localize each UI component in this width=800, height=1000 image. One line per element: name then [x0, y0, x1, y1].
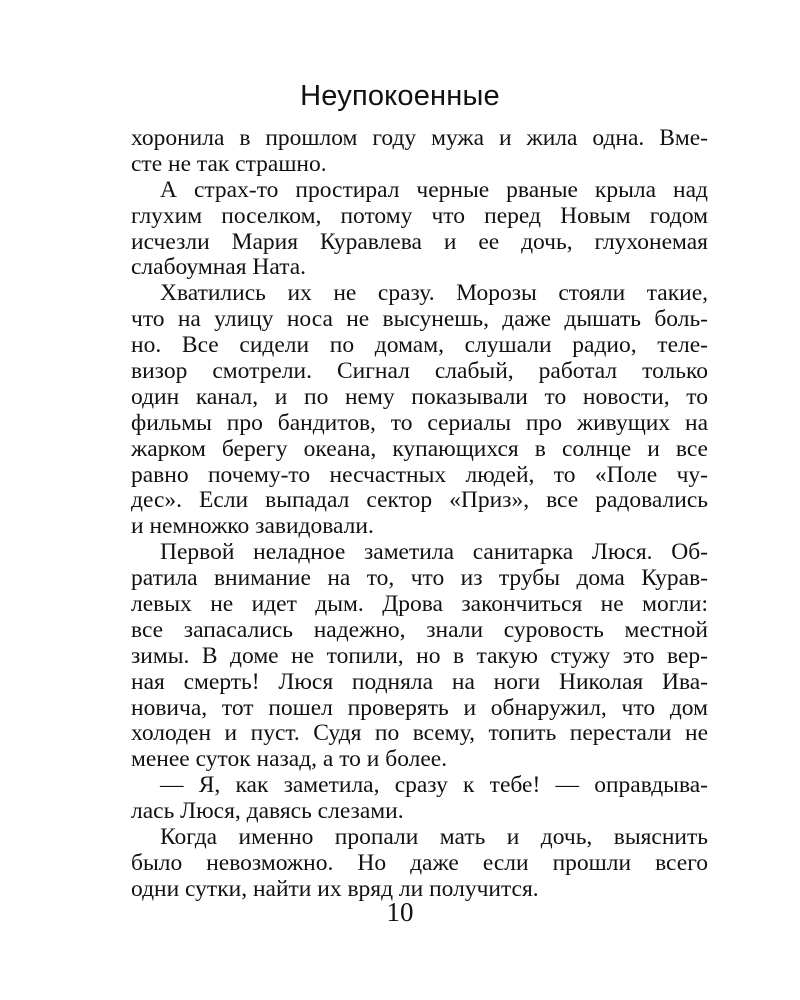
paragraph: [131, 825, 708, 903]
text-line: слабоумная Ната.: [131, 254, 307, 281]
text-line: — Я, как заметила, сразу к тебе! — оправдыва-: [160, 772, 708, 799]
text-line: но. Все сидели по домам, слушали радио, теле-: [131, 332, 708, 359]
paragraph: [131, 126, 708, 178]
text-line: исчезли Мария Куравлева и ее дочь, глухонемая: [131, 228, 708, 255]
text-line: что на улицу носа не высунешь, даже дышать боль-: [131, 306, 708, 333]
text-line: и немножко завидовали.: [131, 513, 374, 540]
text-line: сте не так страшно.: [131, 150, 327, 177]
text-line: все запасались надежно, знали суровость местной: [131, 616, 708, 643]
text-line: дес». Если выпадал сектор «Приз», все радовались: [131, 487, 708, 514]
text-line: зимы. В доме не топили, но в такую стужу это вер-: [131, 642, 708, 669]
text-line: визор смотрели. Сигнал слабый, работал только: [131, 358, 708, 385]
running-header-title: Неупокоенные: [300, 80, 500, 112]
paragraph: [131, 281, 708, 540]
text-line: было невозможно. Но даже если прошли всего: [131, 849, 708, 876]
page-number: 10: [386, 897, 414, 927]
text-line: ная смерть! Люся подняла на ноги Николая Ива-: [131, 668, 708, 695]
text-line: одни сутки, найти их вряд ли получится.: [131, 875, 539, 902]
text-line: левых не идет дым. Дрова закончиться не могли:: [131, 591, 708, 618]
text-line: глухим поселком, потому что перед Новым годом: [131, 202, 708, 229]
text-line: Когда именно пропали мать и дочь, выяснить: [160, 824, 708, 851]
text-line: лась Люся, давясь слезами.: [131, 798, 404, 825]
paragraph: [131, 540, 708, 773]
text-line: Первой неладное заметила санитарка Люся. Об-: [160, 539, 708, 566]
text-line: фильмы про бандитов, то сериалы про живущих на: [131, 409, 708, 436]
paragraph: [131, 178, 708, 282]
text-line: один канал, и по нему показывали то новости, то: [131, 383, 708, 410]
text-line: ратила внимание на то, что из трубы дома Курав-: [131, 565, 708, 592]
body-text: [131, 126, 708, 903]
text-line: новича, тот пошел проверять и обнаружил, что дом: [131, 694, 708, 721]
text-line: Хватились их не сразу. Морозы стояли такие,: [160, 280, 708, 307]
text-line: равно почему-то несчастных людей, то «Поле чу-: [131, 461, 708, 488]
text-line: хоронила в прошлом году мужа и жила одна. Вме-: [131, 125, 708, 151]
paragraph: [131, 773, 708, 825]
text-line: холоден и пуст. Судя по всему, топить перестали не: [131, 720, 708, 747]
text-line: жарком берегу океана, купающихся в солнце и все: [131, 435, 708, 462]
text-line: менее суток назад, а то и более.: [131, 746, 448, 773]
text-line: А страх-то простирал черные рваные крыла над: [160, 176, 708, 203]
